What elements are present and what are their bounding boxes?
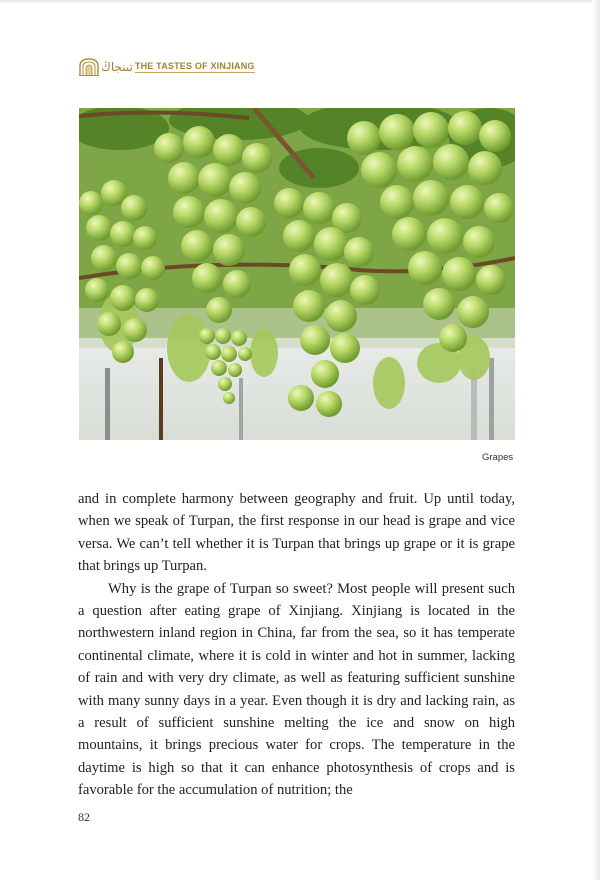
header-title: THE TASTES OF XINJIANG (134, 61, 255, 71)
page-edge-shadow-right (592, 0, 600, 880)
running-header (78, 57, 255, 77)
page-number: 82 (78, 810, 90, 824)
arch-ornament-icon (78, 57, 100, 77)
figure-caption: Grapes (482, 452, 514, 463)
page-edge-shadow (0, 0, 600, 4)
grapes-photo (79, 108, 515, 440)
body-text (78, 488, 515, 802)
paragraph: and in complete harmony between geography and fruit. Up until today, when we speak of Turpan, the first response in our head is grape and vice versa. We can’t tell whether it is Turpan that brings up grape or it is grape that brings up Turpan. (78, 491, 515, 575)
header-script-text: تىنجاڭ (101, 60, 133, 74)
paragraph: Why is the grape of Turpan so sweet? Most people will present such a question after eating grape of Xinjiang. Xinjiang is located in the northwestern inland region in China, far from the sea, so it has temperate continental climate, where it is cold in winter and hot in summer, lacking of rain and with very dry climate, as well as featuring sufficient sunshine with many sunny days in a year. Even though it is dry and lacking rain, as a result of sufficient sunshine melting the ice and snow on high mountains, it brings precious water for crops. The temperature in the daytime is high so that it can enhance photosynthesis of crops and is favorable for the accumulation of nutrition; the (78, 580, 515, 799)
